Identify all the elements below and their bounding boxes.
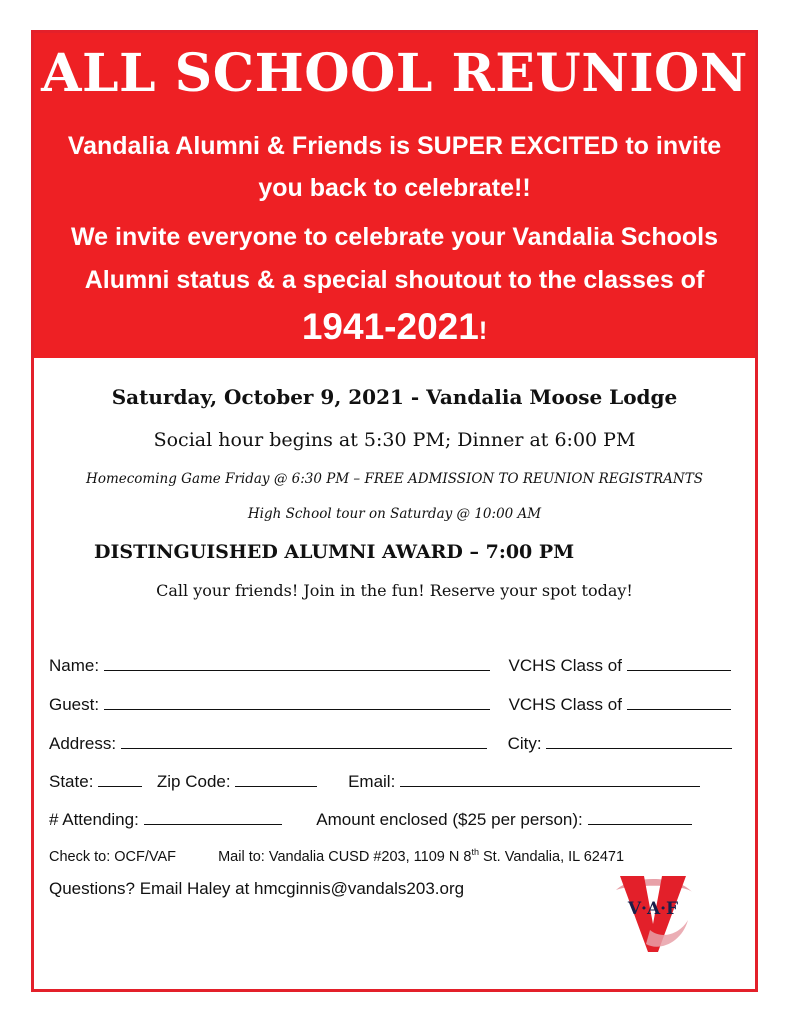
guest-label: Guest: <box>49 695 100 714</box>
vaf-logo <box>610 870 696 954</box>
city-label: City: <box>507 734 542 753</box>
flyer-frame <box>31 30 758 992</box>
address-field[interactable] <box>121 732 487 749</box>
header-banner <box>34 33 755 358</box>
attending-field[interactable] <box>144 808 282 825</box>
address-label: Address: <box>49 734 117 753</box>
form-row-attending <box>49 808 740 830</box>
mail-to-suffix: St. Vandalia, IL 62471 <box>478 848 625 865</box>
homecoming-note: Homecoming Game Friday @ 6:30 PM – FREE ADMISSION TO REUNION REGISTRANTS <box>86 471 703 487</box>
amount-label: Amount enclosed ($25 per person): <box>316 810 583 829</box>
check-to: Check to: OCF/VAF <box>49 848 177 865</box>
guest-class-field[interactable] <box>627 693 731 710</box>
state-label: State: <box>49 772 94 791</box>
flyer-title: ALL SCHOOL REUNION <box>41 43 748 104</box>
zip-field[interactable] <box>235 770 317 787</box>
state-field[interactable] <box>98 770 142 787</box>
form-row-address <box>49 732 740 754</box>
call-to-action: Call your friends! Join in the fun! Reserve your spot today! <box>156 581 633 600</box>
form-row-mailing <box>49 847 740 865</box>
zip-label: Zip Code: <box>156 772 231 791</box>
invite-line-1: Vandalia Alumni & Friends is SUPER EXCITED to invite <box>67 132 722 160</box>
invite-text <box>44 125 745 209</box>
logo-text: V·A·F <box>627 899 679 919</box>
class-years-range: 1941-2021 <box>301 306 479 347</box>
email-field[interactable] <box>400 770 700 787</box>
mail-to-address <box>218 849 624 865</box>
event-date-venue: Saturday, October 9, 2021 - Vandalia Moose Lodge <box>111 385 678 409</box>
event-schedule: Social hour begins at 5:30 PM; Dinner at 6:00 PM <box>153 429 636 451</box>
mail-to-ordinal: th <box>471 847 479 857</box>
name-label: Name: <box>49 656 100 675</box>
email-label: Email: <box>348 772 396 791</box>
celebrate-line-1: We invite everyone to celebrate your Vandalia Schools <box>71 223 718 251</box>
name-field[interactable] <box>104 654 490 671</box>
questions-contact: Questions? Email Haley at hmcginnis@vandals203.org <box>49 879 465 898</box>
amount-field[interactable] <box>588 808 692 825</box>
school-tour-note: High School tour on Saturday @ 10:00 AM <box>247 506 542 522</box>
class-label: VCHS Class of <box>508 656 622 675</box>
guest-field[interactable] <box>104 693 490 710</box>
city-field[interactable] <box>546 732 732 749</box>
form-row-guest <box>49 693 740 715</box>
invite-line-2: you back to celebrate!! <box>258 174 531 202</box>
form-row-name <box>49 654 740 676</box>
attending-label: # Attending: <box>49 810 139 829</box>
form-row-state <box>49 770 740 792</box>
mail-to-prefix: Mail to: Vandalia CUSD #203, 1109 N 8 <box>218 848 472 865</box>
class-years-exclaim: ! <box>478 317 488 345</box>
celebrate-text <box>40 216 749 302</box>
alumni-award: DISTINGUISHED ALUMNI AWARD – 7:00 PM <box>94 541 575 563</box>
class-field[interactable] <box>627 654 731 671</box>
celebrate-line-2: Alumni status & a special shoutout to the classes of <box>84 266 705 294</box>
guest-class-label: VCHS Class of <box>508 695 622 714</box>
class-years <box>34 304 755 354</box>
